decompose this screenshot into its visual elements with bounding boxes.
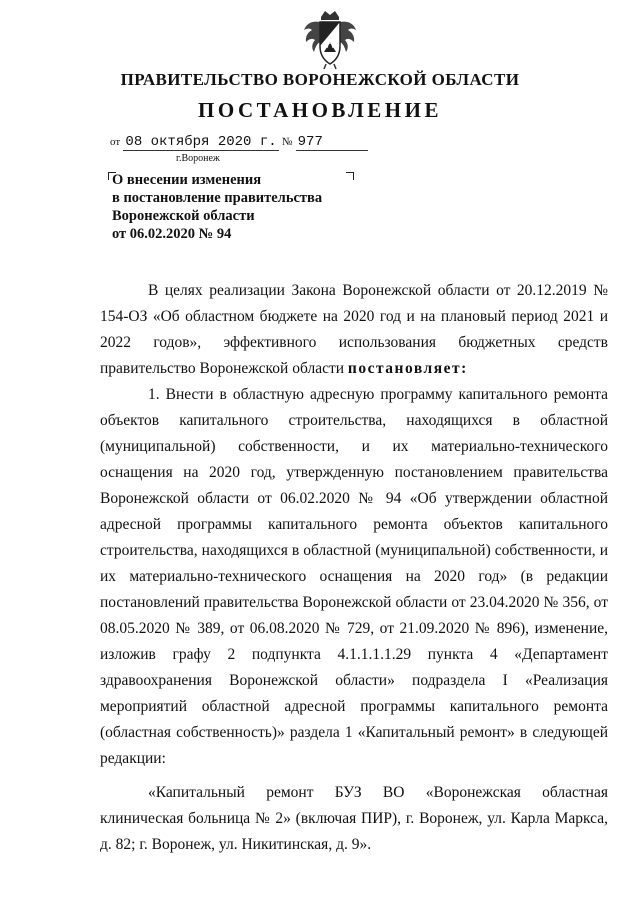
preamble-text: В целях реализации Закона Воронежской области от 20.12.2019 № 154-ОЗ «Об областном бюджете на 2020 год и на плановый период 2021 и 2022 годов», эффективного использования бюджетных средств правительство Воронежской области: [100, 282, 608, 377]
subject-corner-right: [346, 172, 354, 180]
preamble-paragraph: [100, 278, 608, 382]
subject-line: от 06.02.2020 № 94: [112, 226, 232, 242]
quote-paragraph: «Капитальный ремонт БУЗ ВО «Воронежская областная клиническая больница № 2» (включая ПИР), г. Воронеж, ул. Карла Маркса, д. 82; г. Воронеж, ул. Никитинская, д. 9».: [100, 784, 608, 853]
item-1-paragraph: 1. Внести в областную адресную программу капитального ремонта объектов капитального строительства, находящихся в областной (муниципальной) собственности, и их материально-технического оснащения на 2020 год, утвержденную постановлением правительства Воронежской области от 06.02.2020 № 94 «Об утверждении областной адресной программы капитального ремонта объектов капитального строительства, находящихся в областной (муниципальной) собственности, и их материально-технического оснащения на 2020 год» (в редакции постановлений правительства Воронежской области от 23.04.2020 № 356, от 08.05.2020 № 389, от 06.08.2020 № 729, от 21.09.2020 № 896), изменение, изложив графу 2 подпункта 4.1.1.1.1.29 пункта 4 «Департамент здравоохранения Воронежской области» подраздела I «Реализация мероприятий областной адресной программы капитального ремонта (областная собственность)» раздела 1 «Капитальный ремонт» в следующей редакции:: [100, 386, 608, 767]
subject-line: в постановление правительства: [112, 190, 323, 206]
subject-line: О внесении изменения: [112, 172, 262, 188]
organization-title: ПРАВИТЕЛЬСТВО ВОРОНЕЖСКОЙ ОБЛАСТИ: [120, 70, 520, 89]
document-body: [100, 278, 608, 858]
date-prefix: от: [110, 136, 121, 148]
number-sign: №: [281, 136, 293, 148]
document-type-heading: ПОСТАНОВЛЕНИЕ: [198, 98, 442, 122]
document-number: 977: [296, 134, 368, 151]
coat-of-arms-icon: [300, 8, 360, 70]
city-label: г.Воронеж: [176, 153, 220, 164]
document-date: 08 октября 2020 г.: [125, 134, 277, 150]
resolve-word: постановляет:: [347, 360, 468, 377]
subject-line: Воронежской области: [112, 208, 255, 224]
date-number-row: [110, 133, 368, 151]
subject-block: [112, 171, 322, 243]
